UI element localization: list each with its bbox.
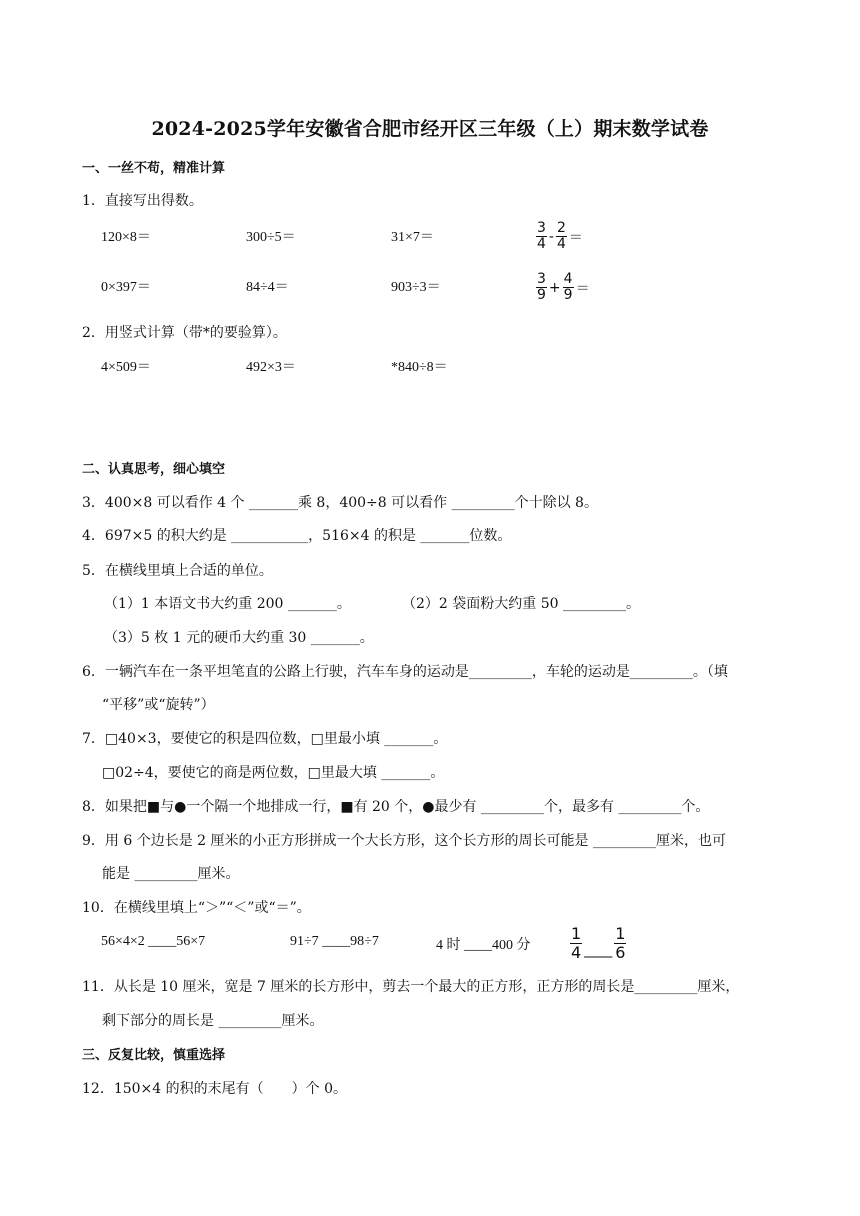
fraction-denominator: 6 [615,943,626,962]
exam-title: 2024-2025学年安徽省合肥市经开区三年级（上）期末数学试卷 [151,118,709,140]
fraction-numerator: 1 [571,924,582,943]
q8: 8．如果把■与●一个隔一个地排成一行，■有 20 个，●最少有 _________个，最多有 _________个。 [82,799,710,815]
q10-fraction-compare [570,925,626,962]
fraction-operator: + [548,279,561,296]
q2-item-1: 4×509＝ [101,360,151,375]
q1-item-1: 120×8＝ [101,230,151,245]
fraction-equals: ＝ [575,280,590,297]
section-1-heading: 一、一丝不苟，精准计算 [82,161,226,176]
q2-item-3: *840÷8＝ [391,360,448,375]
fraction-numerator: 4 [563,271,573,287]
q1-item-6: 903÷3＝ [391,280,441,295]
fraction-denominator: 9 [563,287,573,303]
q2-item-2: 492×3＝ [246,360,296,375]
q1-fraction-expr-2 [536,272,592,303]
q9-line-2: 能是 _________厘米。 [102,866,240,882]
section-2-heading: 二、认真思考，细心填空 [82,462,226,477]
q1-item-3: 31×7＝ [391,230,434,245]
q7-line-1: 7．□40×3，要使它的积是四位数，□里最小填 _______。 [82,731,448,747]
fraction-numerator: 3 [537,220,546,236]
q5-part-2: （2）2 袋面粉大约重 50 _________。 [402,596,640,612]
q5-part-1: （1）1 本语文书大约重 200 _______。 [104,596,351,612]
q1-stem: 1．直接写出得数。 [82,193,203,209]
q1-item-5: 84÷4＝ [246,280,289,295]
q10-compare-2: 91÷7 ____98÷7 [290,934,379,949]
q7-line-2: □02÷4，要使它的商是两位数，□里最大填 _______。 [102,765,445,781]
q10-compare-1: 56×4×2 ____56×7 [101,934,206,949]
fraction-equals: ＝ [568,229,583,246]
q4: 4．697×5 的积大约是 ___________，516×4 的积是 _______位数。 [82,528,512,544]
fraction-numerator: 1 [615,924,626,943]
q10-stem: 10．在横线里填上“＞”“＜”或“＝”。 [82,900,311,916]
fraction-operator: - [548,228,554,245]
q11-line-1: 11．从长是 10 厘米，宽是 7 厘米的长方形中，剪去一个最大的正方形，正方形的周长是_________厘米， [82,979,740,995]
q11-line-2: 剩下部分的周长是 _________厘米。 [102,1013,324,1029]
q5-part-3: （3）5 枚 1 元的硬币大约重 30 _______。 [104,630,374,646]
fraction-denominator: 4 [556,236,566,252]
q6-line-2: “平移”或“旋转”） [102,697,215,713]
fraction-denominator: 4 [537,236,546,252]
q6-line-1: 6．一辆汽车在一条平坦笔直的公路上行驶，汽车车身的运动是_________，车轮的运动是_________。（填 [82,664,728,680]
q9-line-1: 9．用 6 个边长是 2 厘米的小正方形拼成一个大长方形，这个长方形的周长可能是 _________厘米，也可 [82,833,726,849]
q2-stem: 2．用竖式计算（带*的要验算）。 [82,325,287,341]
section-3-heading: 三、反复比较，慎重选择 [82,1048,226,1063]
fraction-denominator: 4 [571,943,582,962]
q1-item-2: 300÷5＝ [246,230,296,245]
q3: 3．400×8 可以看作 4 个 _______乘 8，400÷8 可以看作 _________个十除以 8。 [82,495,598,511]
q1-item-4: 0×397＝ [101,280,151,295]
q10-compare-3: 4 时 ____400 分 [436,938,531,953]
fraction-blank: ____ [584,941,613,958]
fraction-denominator: 9 [537,287,546,303]
fraction-numerator: 3 [537,271,546,287]
q12: 12．150×4 的积的末尾有（ ）个 0。 [82,1081,347,1097]
fraction-numerator: 2 [556,220,566,236]
q1-fraction-expr-1 [536,221,585,252]
q5-stem: 5．在横线里填上合适的单位。 [82,563,273,579]
